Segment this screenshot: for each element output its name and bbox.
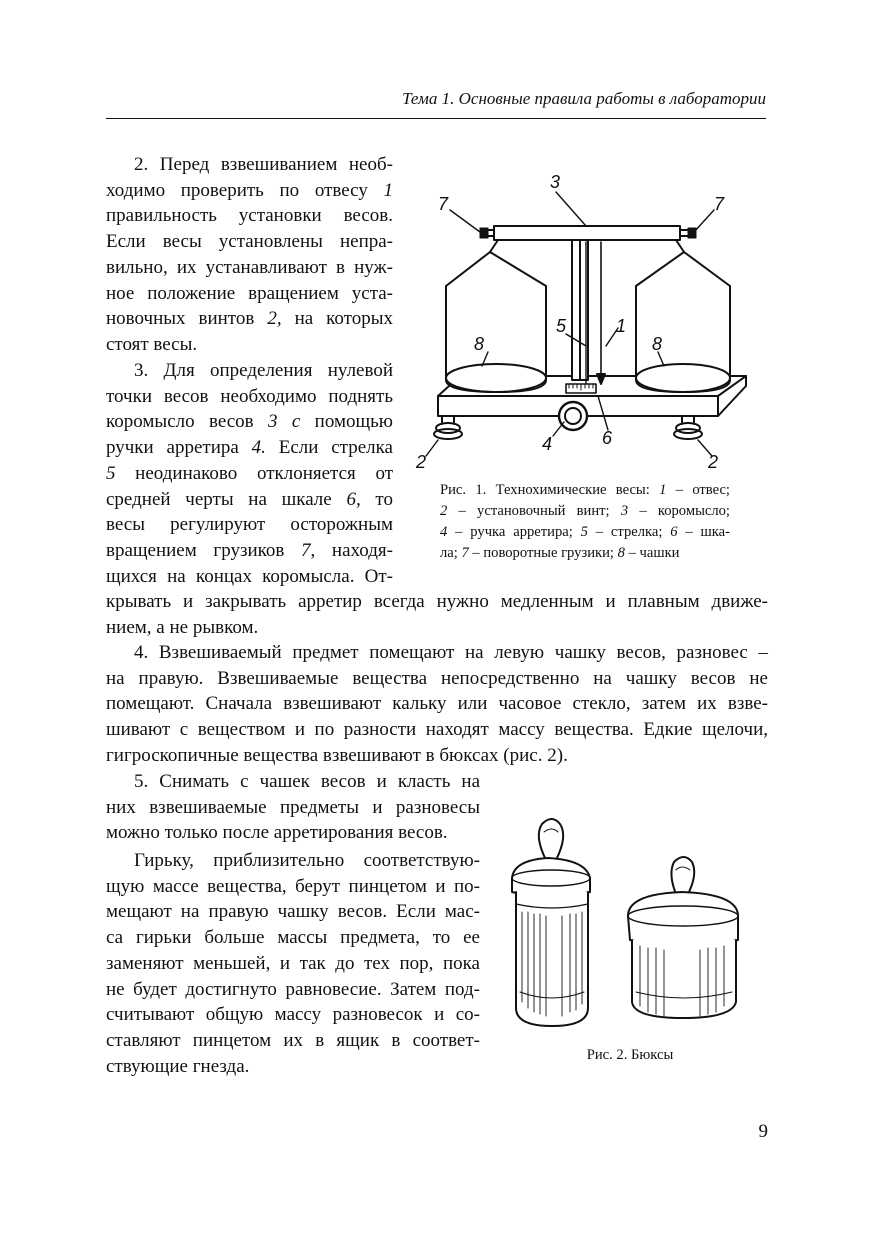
- text-line: ставляют пинцетом их в ящик в соответ-: [106, 1029, 480, 1051]
- text-line: точки весов необходимо поднять: [106, 385, 393, 407]
- figure-label: 5: [556, 316, 567, 336]
- caption-line: 4 – ручка арретира; 5 – стрелка; 6 – шка-: [440, 524, 730, 540]
- figure-label: 2: [416, 452, 427, 472]
- figure-1-caption: [440, 480, 730, 564]
- text-line: Если весы установлены непра-: [106, 231, 393, 253]
- text-line: Гирьку, приблизительно соответствую-: [134, 850, 480, 871]
- text-line: стоят весы.: [106, 333, 198, 355]
- figure-label: 2: [708, 452, 719, 472]
- text-line: них взвешиваемые предметы и разновесы: [106, 796, 480, 818]
- figure-label: 1: [616, 316, 627, 336]
- text-line: считывают общую массу разновесок и со-: [106, 1004, 480, 1026]
- text-line: ствующие гнезда.: [106, 1055, 250, 1077]
- text-line: 2. Перед взвешиванием необ-: [134, 154, 393, 175]
- text-line: мещают на правую чашку весов. Если мас-: [106, 901, 480, 923]
- text-line: ручки арретира 4. Если стрелка: [106, 437, 393, 459]
- text-line: 3. Для определения нулевой: [134, 360, 393, 381]
- caption-line: 2 – установочный винт; 3 – коромысло;: [440, 503, 730, 519]
- text-line: щую массе вещества, берут пинцетом и по-: [106, 875, 480, 897]
- text-line: са гирьки больше массы предмета, то ее: [106, 927, 480, 949]
- text-line: средней черты на шкале 6, то: [106, 488, 393, 510]
- text-line: шивают с веществом и по разности находят массу вещества. Едкие щелочи,: [106, 719, 768, 741]
- text-line: гигроскопичные вещества взвешивают в бюксах (рис. 2).: [106, 744, 568, 766]
- figure-label: 3: [550, 172, 561, 192]
- text-line: 5 неодинаково отклоняется от: [106, 462, 393, 484]
- caption-line: Рис. 1. Технохимические весы: 1 – отвес;: [440, 482, 730, 498]
- text-line: ходимо проверить по отвесу 1: [106, 179, 393, 201]
- figure-2-weighing-bottles-drawing: [500, 812, 760, 1042]
- figure-label: 6: [602, 428, 613, 448]
- paragraph-4: [106, 640, 768, 769]
- figure-label: 7: [714, 194, 725, 214]
- running-header: Тема 1. Основные правила работы в лаборатории: [402, 89, 766, 108]
- paragraph-3-continued: [106, 589, 768, 640]
- text-line: на правую. Взвешиваемые вещества непосредственно на чашку весов не: [106, 667, 768, 689]
- paragraph-6: [106, 848, 480, 1079]
- text-line: щихся на концах коромысла. От-: [106, 565, 393, 587]
- text-line: 4. Взвешиваемый предмет помещают на левую чашку весов, разновес –: [134, 642, 768, 663]
- paragraph-5: [106, 769, 480, 846]
- text-line: коромысло весов 3 с помощью: [106, 411, 393, 433]
- figure-label: 8: [652, 334, 663, 354]
- page-number: 9: [758, 1121, 768, 1142]
- caption-line: ла; 7 – поворотные грузики; 8 – чашки: [440, 545, 680, 561]
- header-rule: [106, 118, 766, 119]
- text-line: можно только после арретирования весов.: [106, 822, 448, 844]
- text-line: не будет достигнуто равновесие. Затем под-: [106, 978, 480, 1000]
- text-line: ное положение вращением уста-: [106, 282, 393, 304]
- text-line: заменяют меньшей, и так до тех пор, пока: [106, 952, 480, 974]
- figure-label: 8: [474, 334, 485, 354]
- figure-label: 4: [542, 434, 553, 454]
- text-line: весы регулируют осторожным: [106, 514, 393, 536]
- text-line: правильность установки весов.: [106, 205, 393, 227]
- paragraph-2: [106, 152, 393, 358]
- text-line: вильно, их устанавливают в нуж-: [106, 256, 393, 278]
- figure-1-balance-diagram: [408, 168, 768, 476]
- figure-label: 7: [438, 194, 449, 214]
- text-line: крывать и закрывать арретир всегда нужно медленным и плавным движе-: [106, 591, 768, 612]
- text-line: новочных винтов 2, на которых: [106, 308, 393, 330]
- text-line: вращением грузиков 7, находя-: [106, 539, 393, 561]
- paragraph-3: [106, 358, 393, 589]
- text-line: 5. Снимать с чашек весов и класть на: [134, 771, 480, 792]
- figure-2-caption: Рис. 2. Бюксы: [586, 1047, 674, 1063]
- text-line: помещают. Сначала взвешивают кальку или часовое стекло, затем их взве-: [106, 693, 768, 715]
- text-line: нием, а не рывком.: [106, 616, 259, 638]
